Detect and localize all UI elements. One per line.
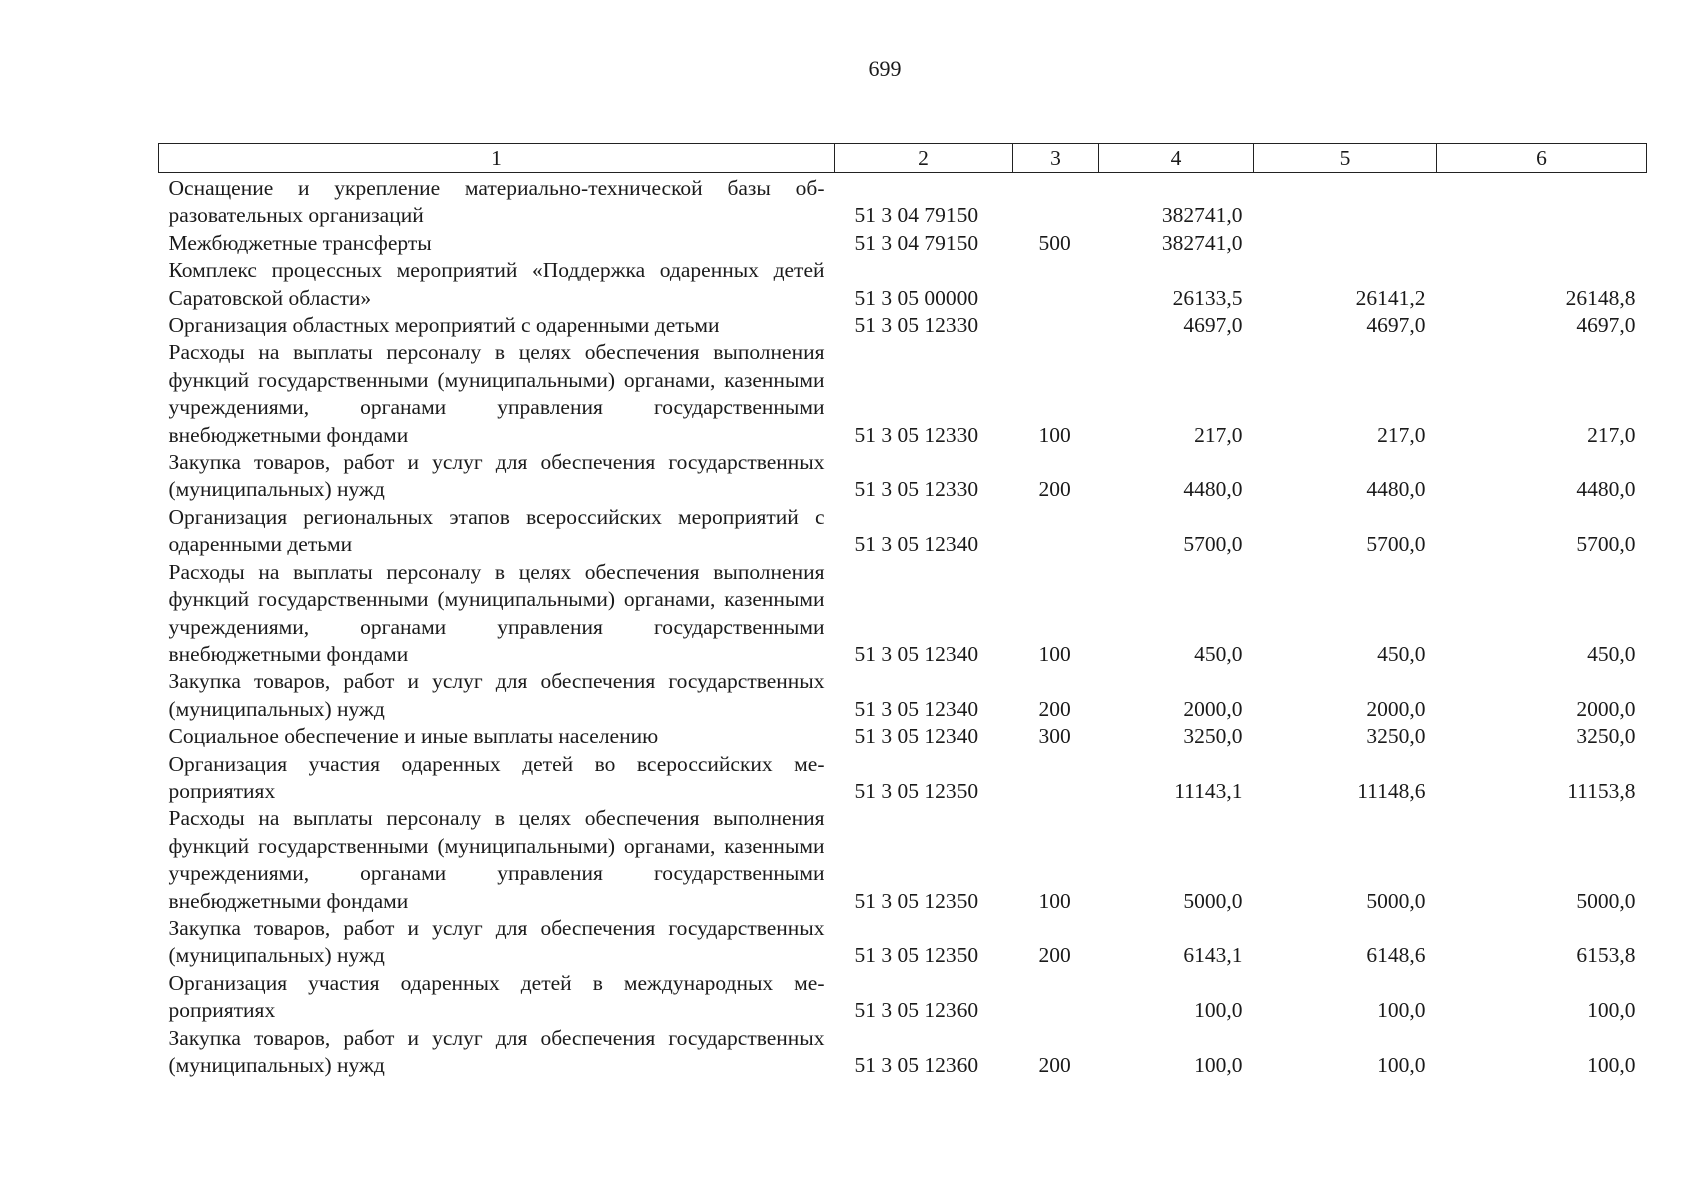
- table-row: [159, 504, 1647, 559]
- table-row: [159, 805, 1647, 915]
- row-value-col-6: 26148,8: [1565, 285, 1636, 310]
- row-name: Закупка товаров, работ и услуг для обеспечения государственных (муниципальных) нужд: [168, 1025, 825, 1077]
- row-value-col-4: 5000,0: [1183, 888, 1243, 913]
- row-value-col-6: 4697,0: [1576, 313, 1636, 338]
- row-expense-type: 200: [1038, 477, 1071, 502]
- row-expense-type: 300: [1038, 724, 1071, 749]
- row-value-col-6: [1437, 173, 1647, 230]
- row-value-col-6: 2000,0: [1576, 696, 1636, 721]
- header-col-1: 1: [159, 144, 835, 173]
- row-expense-type: 500: [1038, 230, 1071, 255]
- row-expense-type: [1013, 173, 1099, 230]
- row-expense-type: [1013, 312, 1099, 339]
- row-value-col-4: 100,0: [1194, 1053, 1243, 1077]
- row-code: 51 3 05 12350: [854, 888, 979, 913]
- row-value-col-6: 100,0: [1587, 1053, 1636, 1077]
- row-code: 51 3 05 12350: [854, 778, 979, 803]
- row-value-col-4: 3250,0: [1183, 724, 1243, 749]
- row-code: 51 3 05 12340: [854, 724, 979, 749]
- row-value-col-6: 217,0: [1587, 422, 1636, 447]
- budget-table: [158, 143, 1647, 1079]
- row-code: 51 3 05 12330: [854, 422, 979, 447]
- row-value-col-5: [1254, 173, 1437, 230]
- row-value-col-4: 450,0: [1194, 641, 1243, 666]
- row-value-col-6: 4480,0: [1576, 477, 1636, 502]
- row-value-col-4: 382741,0: [1161, 230, 1243, 255]
- row-code: 51 3 05 12330: [854, 477, 979, 502]
- row-value-col-5: 5700,0: [1366, 532, 1426, 557]
- row-code: 51 3 05 12340: [854, 696, 979, 721]
- row-expense-type: 100: [1038, 422, 1071, 447]
- row-expense-type: 200: [1038, 696, 1071, 721]
- row-name: Комплекс процессных мероприятий «Поддержка одаренных детей Саратовской области»: [168, 258, 825, 310]
- table-row: [159, 915, 1647, 970]
- row-code: 51 3 05 12340: [854, 641, 979, 666]
- row-name: Организация участия одаренных детей в международных мероприятиях: [168, 970, 825, 1023]
- table-row: [159, 668, 1647, 723]
- row-code: 51 3 04 79150: [854, 230, 979, 255]
- row-name: Оснащение и укрепление материально-технической базы образовательных организаций: [168, 176, 825, 228]
- row-name: Социальное обеспечение и иные выплаты населению: [168, 724, 659, 749]
- header-col-5: 5: [1254, 144, 1437, 173]
- row-code: 51 3 05 12360: [854, 998, 979, 1023]
- row-value-col-5: 11148,6: [1357, 778, 1426, 803]
- table-row: [159, 723, 1647, 750]
- header-col-2: 2: [835, 144, 1013, 173]
- row-value-col-5: 5000,0: [1366, 888, 1426, 913]
- row-code: 51 3 05 12330: [854, 313, 979, 338]
- row-value-col-5: 26141,2: [1355, 285, 1426, 310]
- row-code: 51 3 05 12360: [854, 1053, 979, 1077]
- row-value-col-5: 2000,0: [1366, 696, 1426, 721]
- table-row: [159, 449, 1647, 504]
- row-value-col-5: 450,0: [1377, 641, 1426, 666]
- table-row: [159, 970, 1647, 1025]
- row-name: Расходы на выплаты персоналу в целях обеспечения выполнения функций государственными (муниципальными) органами, казенными учреждениями, органами управления государственными внебюджетными фондами: [168, 806, 825, 913]
- row-value-col-4: 11143,1: [1174, 778, 1243, 803]
- row-name: Закупка товаров, работ и услуг для обеспечения государственных (муниципальных) нужд: [168, 669, 825, 721]
- table-header: [159, 144, 1647, 173]
- table-row: [159, 230, 1647, 257]
- header-row: [159, 144, 1647, 173]
- row-value-col-5: 6148,6: [1366, 943, 1426, 968]
- table-row: [159, 312, 1647, 339]
- row-value-col-5: 4480,0: [1366, 477, 1426, 502]
- row-value-col-5: 3250,0: [1366, 724, 1426, 749]
- row-name: Организация участия одаренных детей во всероссийских мероприятиях: [168, 751, 825, 803]
- page-number: 699: [868, 56, 902, 81]
- row-value-col-5: 217,0: [1377, 422, 1426, 447]
- row-expense-type: [1013, 504, 1099, 559]
- row-value-col-6: 5000,0: [1576, 888, 1636, 913]
- row-expense-type: 100: [1038, 888, 1071, 913]
- row-value-col-5: [1254, 230, 1437, 257]
- row-value-col-6: 6153,8: [1576, 943, 1636, 968]
- row-value-col-6: 100,0: [1587, 998, 1636, 1023]
- table-body: [159, 173, 1647, 1080]
- row-value-col-6: 11153,8: [1567, 778, 1636, 803]
- row-value-col-4: 4480,0: [1183, 477, 1243, 502]
- row-name: Закупка товаров, работ и услуг для обеспечения государственных (муниципальных) нужд: [168, 450, 825, 502]
- row-expense-type: 100: [1038, 641, 1071, 666]
- row-name: Межбюджетные трансферты: [168, 230, 432, 255]
- row-name: Организация областных мероприятий с одаренными детьми: [168, 313, 720, 338]
- row-value-col-4: 6143,1: [1183, 943, 1243, 968]
- row-value-col-5: 4697,0: [1366, 313, 1426, 338]
- row-expense-type: 200: [1038, 943, 1071, 968]
- row-name: Расходы на выплаты персоналу в целях обеспечения выполнения функций государственными (муниципальными) органами, казенными учреждениями, органами управления государственными внебюджетными фондами: [168, 340, 825, 447]
- row-value-col-4: 5700,0: [1183, 532, 1243, 557]
- row-expense-type: [1013, 751, 1099, 806]
- table-row: [159, 1025, 1647, 1080]
- row-value-col-4: 4697,0: [1183, 313, 1243, 338]
- row-value-col-4: 382741,0: [1161, 203, 1243, 228]
- row-expense-type: 200: [1038, 1053, 1071, 1077]
- row-value-col-4: 100,0: [1194, 998, 1243, 1023]
- row-value-col-6: 3250,0: [1576, 724, 1636, 749]
- table-row: [159, 751, 1647, 806]
- row-value-col-6: [1437, 230, 1647, 257]
- row-name: Организация региональных этапов всероссийских мероприятий с одаренными детьми: [168, 504, 825, 557]
- row-code: 51 3 04 79150: [854, 203, 979, 228]
- row-value-col-4: 217,0: [1194, 422, 1243, 447]
- row-value-col-5: 100,0: [1377, 1053, 1426, 1077]
- header-col-3: 3: [1013, 144, 1099, 173]
- row-code: 51 3 05 00000: [854, 285, 979, 310]
- row-code: 51 3 05 12340: [854, 532, 979, 557]
- header-col-6: 6: [1437, 144, 1647, 173]
- row-value-col-6: 5700,0: [1576, 532, 1636, 557]
- header-col-4: 4: [1099, 144, 1254, 173]
- table-row: [159, 559, 1647, 669]
- row-value-col-6: 450,0: [1587, 641, 1636, 666]
- row-expense-type: [1013, 970, 1099, 1025]
- row-name: Закупка товаров, работ и услуг для обеспечения государственных (муниципальных) нужд: [168, 915, 825, 968]
- row-code: 51 3 05 12350: [854, 943, 979, 968]
- row-value-col-4: 26133,5: [1172, 285, 1243, 310]
- row-value-col-5: 100,0: [1377, 998, 1426, 1023]
- row-expense-type: [1013, 257, 1099, 312]
- table-row: [159, 339, 1647, 449]
- table-row: [159, 173, 1647, 230]
- table-row: [159, 257, 1647, 312]
- row-value-col-4: 2000,0: [1183, 696, 1243, 721]
- row-name: Расходы на выплаты персоналу в целях обеспечения выполнения функций государственными (муниципальными) органами, казенными учреждениями, органами управления государственными внебюджетными фондами: [168, 559, 825, 666]
